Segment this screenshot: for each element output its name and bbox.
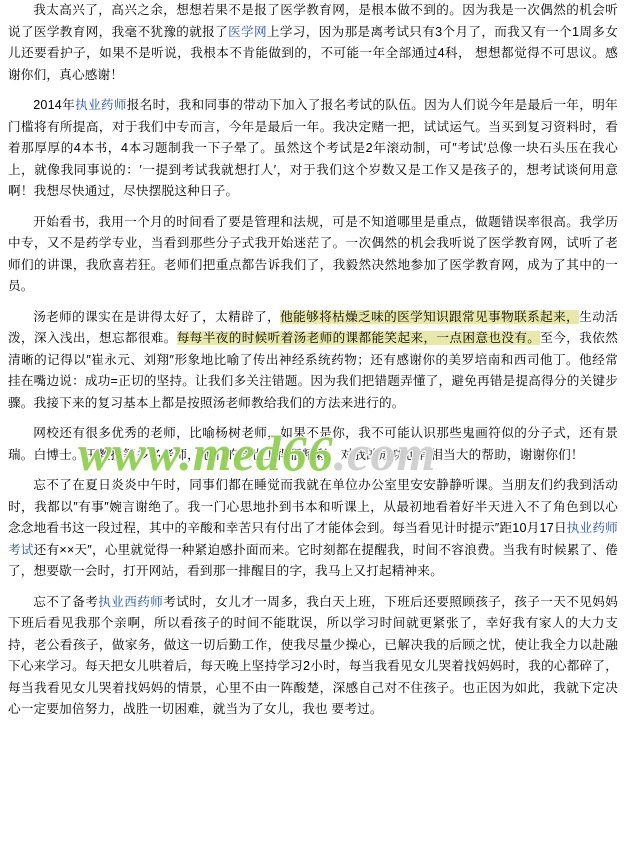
text-run: 汤老师的课实在是讲得太好了，太精辟了， — [33, 309, 281, 324]
text-run: 忘不了备考 — [33, 594, 99, 609]
inline-link[interactable]: 执业西药师 — [98, 594, 164, 609]
text-run: 考试时，女儿才一周多，我白天上班，下班后还要照顾孩子，孩子一天不见妈妈下班后看见我那个亲啊，所以看孩子的时间不能耽误，所以学习时间就更紧张了，幸好我有家人的大力支持，老公看孩子，做家务，做这一切后勤工作，使我尽量少操心，已解决我的后顾之忧，使让我全力以赴融下心来学习。每天把女儿哄着后，每天晚上坚持学习2小时，每当我看见女儿哭着找妈妈时，我的心都碎了，每当我看见女儿哭着找妈妈的情景，心里不由一阵酸楚，深感自己对不住孩子。也正因为如此，我就下定决心一定要加倍努力，战胜一切困难，就当为了女儿，我也 要考过。 — [8, 594, 619, 716]
paragraph — [8, 475, 618, 583]
paragraph — [8, 0, 618, 86]
watermark-part-com: .com — [333, 425, 437, 481]
text-run: 报名时，我和同事的带动下加入了报名考试的队伍。因为人们说今年是最后一年，明年门槛将有所提高，对于我们中专而言，今年是最后一年。我决定赌一把，试试运气。当买到复习资料时，看着那厚厚的4本书，4本习题制我一下子晕了。虽然这个考试是2年滚动制，可″考试′总像一块石头压在我心上，就像我同事说的：′一提到考试我就想打人′，对于我们这个岁数又是工作又是孩子的，想考试谈何用意啊！我想尽快通过，尽快摆脱这种日子。 — [8, 98, 618, 198]
watermark-part-med66: med66 — [192, 425, 334, 481]
text-run: 还有××天″，心里就觉得一种紧迫感扑面而来。它时刻都在提醒我，时间不容浪费。当我有时候累了、倦了，想要歇一会时，打开网站，看到那一排醒目的字，我马上又打起精神来。 — [8, 542, 618, 578]
paragraph — [8, 212, 618, 298]
text-run: 至今，我依然清晰的记得以″崔永元、刘翔″形象地比喻了传出神经系统药物；还有感谢你的美罗培南和西司他丁。他经常挂在嘴边说：成功=正切的坚持。让我们多关注错题。因为我们把错题弄懂了，避免再错是提高得分的关键步骤。我接下来的复习基本上都是按照汤老师教给我们的方法来进行的。 — [8, 331, 619, 410]
watermark-part-www: www. — [78, 425, 193, 481]
paragraph — [8, 423, 618, 466]
highlighted-text: 他能够将枯燥乏味的医学知识跟常见事物联系起来， — [280, 309, 580, 324]
inline-link[interactable]: 医学网 — [228, 24, 267, 39]
inline-link[interactable]: 执业药师 — [75, 98, 127, 112]
paragraph — [8, 307, 618, 415]
text-run: 我太高兴了，高兴之余，想想若果不是报了医学教育网，是根本做不到的。因为我是一次偶然的机会听说了医学教育网，我毫不犹豫的就报了 — [8, 3, 618, 39]
text-run: 2014年 — [33, 98, 76, 112]
text-run: 网校还有很多优秀的老师，比喻杨树老师，如果不是你，我不可能认识那些鬼画符似的分子式，还有景瑞。白博士。王教授等多名老师，他们的课也上得很精彩，对我的成功也有相当大的帮助，谢谢你们！ — [8, 426, 618, 462]
text-run: 开始看书，我用一个月的时间看了要是管理和法规，可是不知道哪里是重点，做题错误率很高。我学历中专，又不是药学专业，当看到那些分子式我开始迷茫了。一次偶然的机会我听说了医学教育网，试听了老师们的讲课，我欣喜若狂。老师们把重点都告诉我们了，我毅然决然地参加了医学教育网，成为了其中的一员。 — [8, 214, 618, 293]
paragraph — [8, 592, 618, 721]
text-run: 生动活泼，深入浅出，想忘都很难。 — [8, 309, 618, 345]
highlighted-text: 每每半夜的时候听着汤老师的课都能笑起来，一点困意也没有。 — [176, 331, 541, 345]
text-run: 上学习，因为那是离考试只有3个月了，而我又有一个1周多女儿还要看护子，如果不是听说，我根本不肯能做到的，不可能一年全部通过4科， 想想都觉得不可思议。感谢你们，真心感谢！ — [8, 24, 619, 82]
paragraph — [8, 95, 618, 203]
inline-link[interactable]: 执业药师考试 — [8, 521, 618, 557]
text-run: 忘不了在夏日炎炎中午时，同事们都在睡觉而我就在单位办公室里安安静静听课。当朋友们约我到活动时，我都以″有事″婉言谢绝了。我一门心思地扑到书本和听课上，从最初地看着好半天进入不了角色到以心念念地看书这一段过程，其中的辛酸和幸苦只有付出了才能体会到。每当看见计时提示″距10月17日 — [8, 478, 618, 535]
